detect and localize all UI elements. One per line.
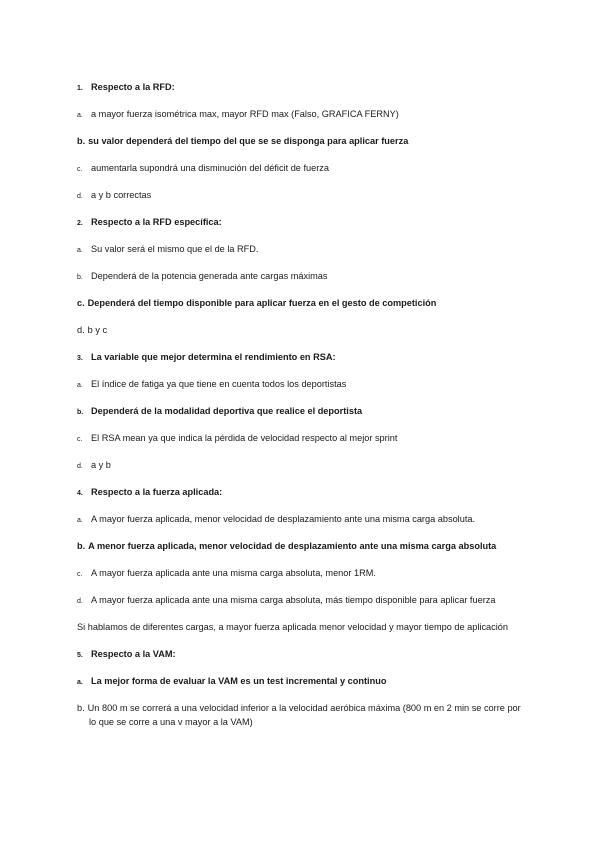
option-letter: d. [77, 463, 83, 470]
option-letter: c. [77, 436, 83, 443]
option-text: a mayor fuerza isométrica max, mayor RFD max (Falso, GRAFICA FERNY) [91, 109, 399, 119]
option-letter: b. [77, 703, 85, 713]
option-letter: a. [77, 112, 83, 119]
option-text: Dependerá de la potencia generada ante cargas máximas [91, 271, 328, 281]
question-4-header [77, 485, 580, 501]
option-text: su valor dependerá del tiempo del que se se disponga para aplicar fuerza [88, 136, 409, 146]
question-text: La variable que mejor determina el rendimiento en RSA: [91, 352, 336, 362]
question-3-option-d [77, 458, 580, 474]
question-2-header [77, 215, 580, 231]
option-text: b y c [87, 325, 108, 335]
question-2-option-d [77, 323, 580, 337]
note-text: Si hablamos de diferentes cargas, a mayor fuerza aplicada menor velocidad y mayor tiempo de aplicación [77, 622, 509, 632]
option-letter: c. [77, 298, 85, 308]
option-text: El RSA mean ya que indica la pérdida de velocidad respecto al mejor sprint [91, 433, 398, 443]
option-text: El índice de fatiga ya que tiene en cuenta todos los deportistas [91, 379, 347, 389]
option-text: A mayor fuerza aplicada ante una misma carga absoluta, más tiempo disponible para aplicar fuerza [91, 595, 496, 605]
question-5-header [77, 647, 580, 663]
question-3-option-b [77, 404, 580, 420]
option-letter: c. [77, 166, 83, 173]
option-text: Dependerá del tiempo disponible para aplicar fuerza en el gesto de competición [87, 298, 437, 308]
question-number: 4. [77, 490, 83, 497]
question-1-option-b [77, 134, 580, 148]
question-text: Respecto a la RFD específica: [91, 217, 222, 227]
option-letter: b. [77, 136, 86, 146]
question-4-option-c [77, 566, 580, 582]
question-3-option-a [77, 377, 580, 393]
question-2-option-c [77, 296, 580, 310]
option-text: La mejor forma de evaluar la VAM es un test incremental y continuo [91, 676, 387, 686]
option-letter: d. [77, 325, 85, 335]
question-3-option-c [77, 431, 580, 447]
question-1-option-a [77, 107, 580, 123]
question-4-note [77, 620, 580, 634]
question-5-option-b [77, 701, 580, 729]
question-2-option-b [77, 269, 580, 285]
option-text-continuation: lo que se corre a una v mayor a la VAM) [89, 717, 253, 727]
question-1-option-c [77, 161, 580, 177]
option-letter: b. [77, 541, 86, 551]
option-letter: d. [77, 193, 83, 200]
question-4-option-b [77, 539, 580, 553]
option-text: aumentarla supondrá una disminución del déficit de fuerza [91, 163, 330, 173]
option-letter: a. [77, 517, 83, 524]
question-number: 2. [77, 220, 83, 227]
question-text: Respecto a la RFD: [91, 82, 175, 92]
option-text: Un 800 m se correrá a una velocidad inferior a la velocidad aeróbica máxima (800 m en 2 min se corre por [87, 703, 521, 713]
question-number: 3. [77, 355, 83, 362]
option-text: a y b correctas [91, 190, 152, 200]
question-1-option-d [77, 188, 580, 204]
option-text: Su valor será el mismo que el de la RFD. [91, 244, 259, 254]
option-text: a y b [91, 460, 111, 470]
option-text: A mayor fuerza aplicada, menor velocidad de desplazamiento ante una misma carga absoluta. [91, 514, 476, 524]
option-letter: b. [77, 274, 83, 281]
question-text: Respecto a la VAM: [91, 649, 176, 659]
option-letter: d. [77, 598, 83, 605]
option-text: Dependerá de la modalidad deportiva que realice el deportista [91, 406, 363, 416]
question-number: 1. [77, 85, 83, 92]
option-letter: c. [77, 571, 83, 578]
question-5-option-a [77, 674, 580, 690]
question-2-option-a [77, 242, 580, 258]
option-letter: b. [77, 409, 84, 416]
question-text: Respecto a la fuerza aplicada: [91, 487, 223, 497]
question-3-header [77, 350, 580, 366]
question-4-option-a [77, 512, 580, 528]
question-4-option-d [77, 593, 580, 609]
option-letter: a. [77, 679, 83, 686]
option-text: A menor fuerza aplicada, menor velocidad de desplazamiento ante una misma carga absoluta [88, 541, 497, 551]
option-letter: a. [77, 382, 83, 389]
question-1-header [77, 80, 580, 96]
option-letter: a. [77, 247, 83, 254]
question-number: 5. [77, 652, 83, 659]
option-text: A mayor fuerza aplicada ante una misma carga absoluta, menor 1RM. [91, 568, 376, 578]
